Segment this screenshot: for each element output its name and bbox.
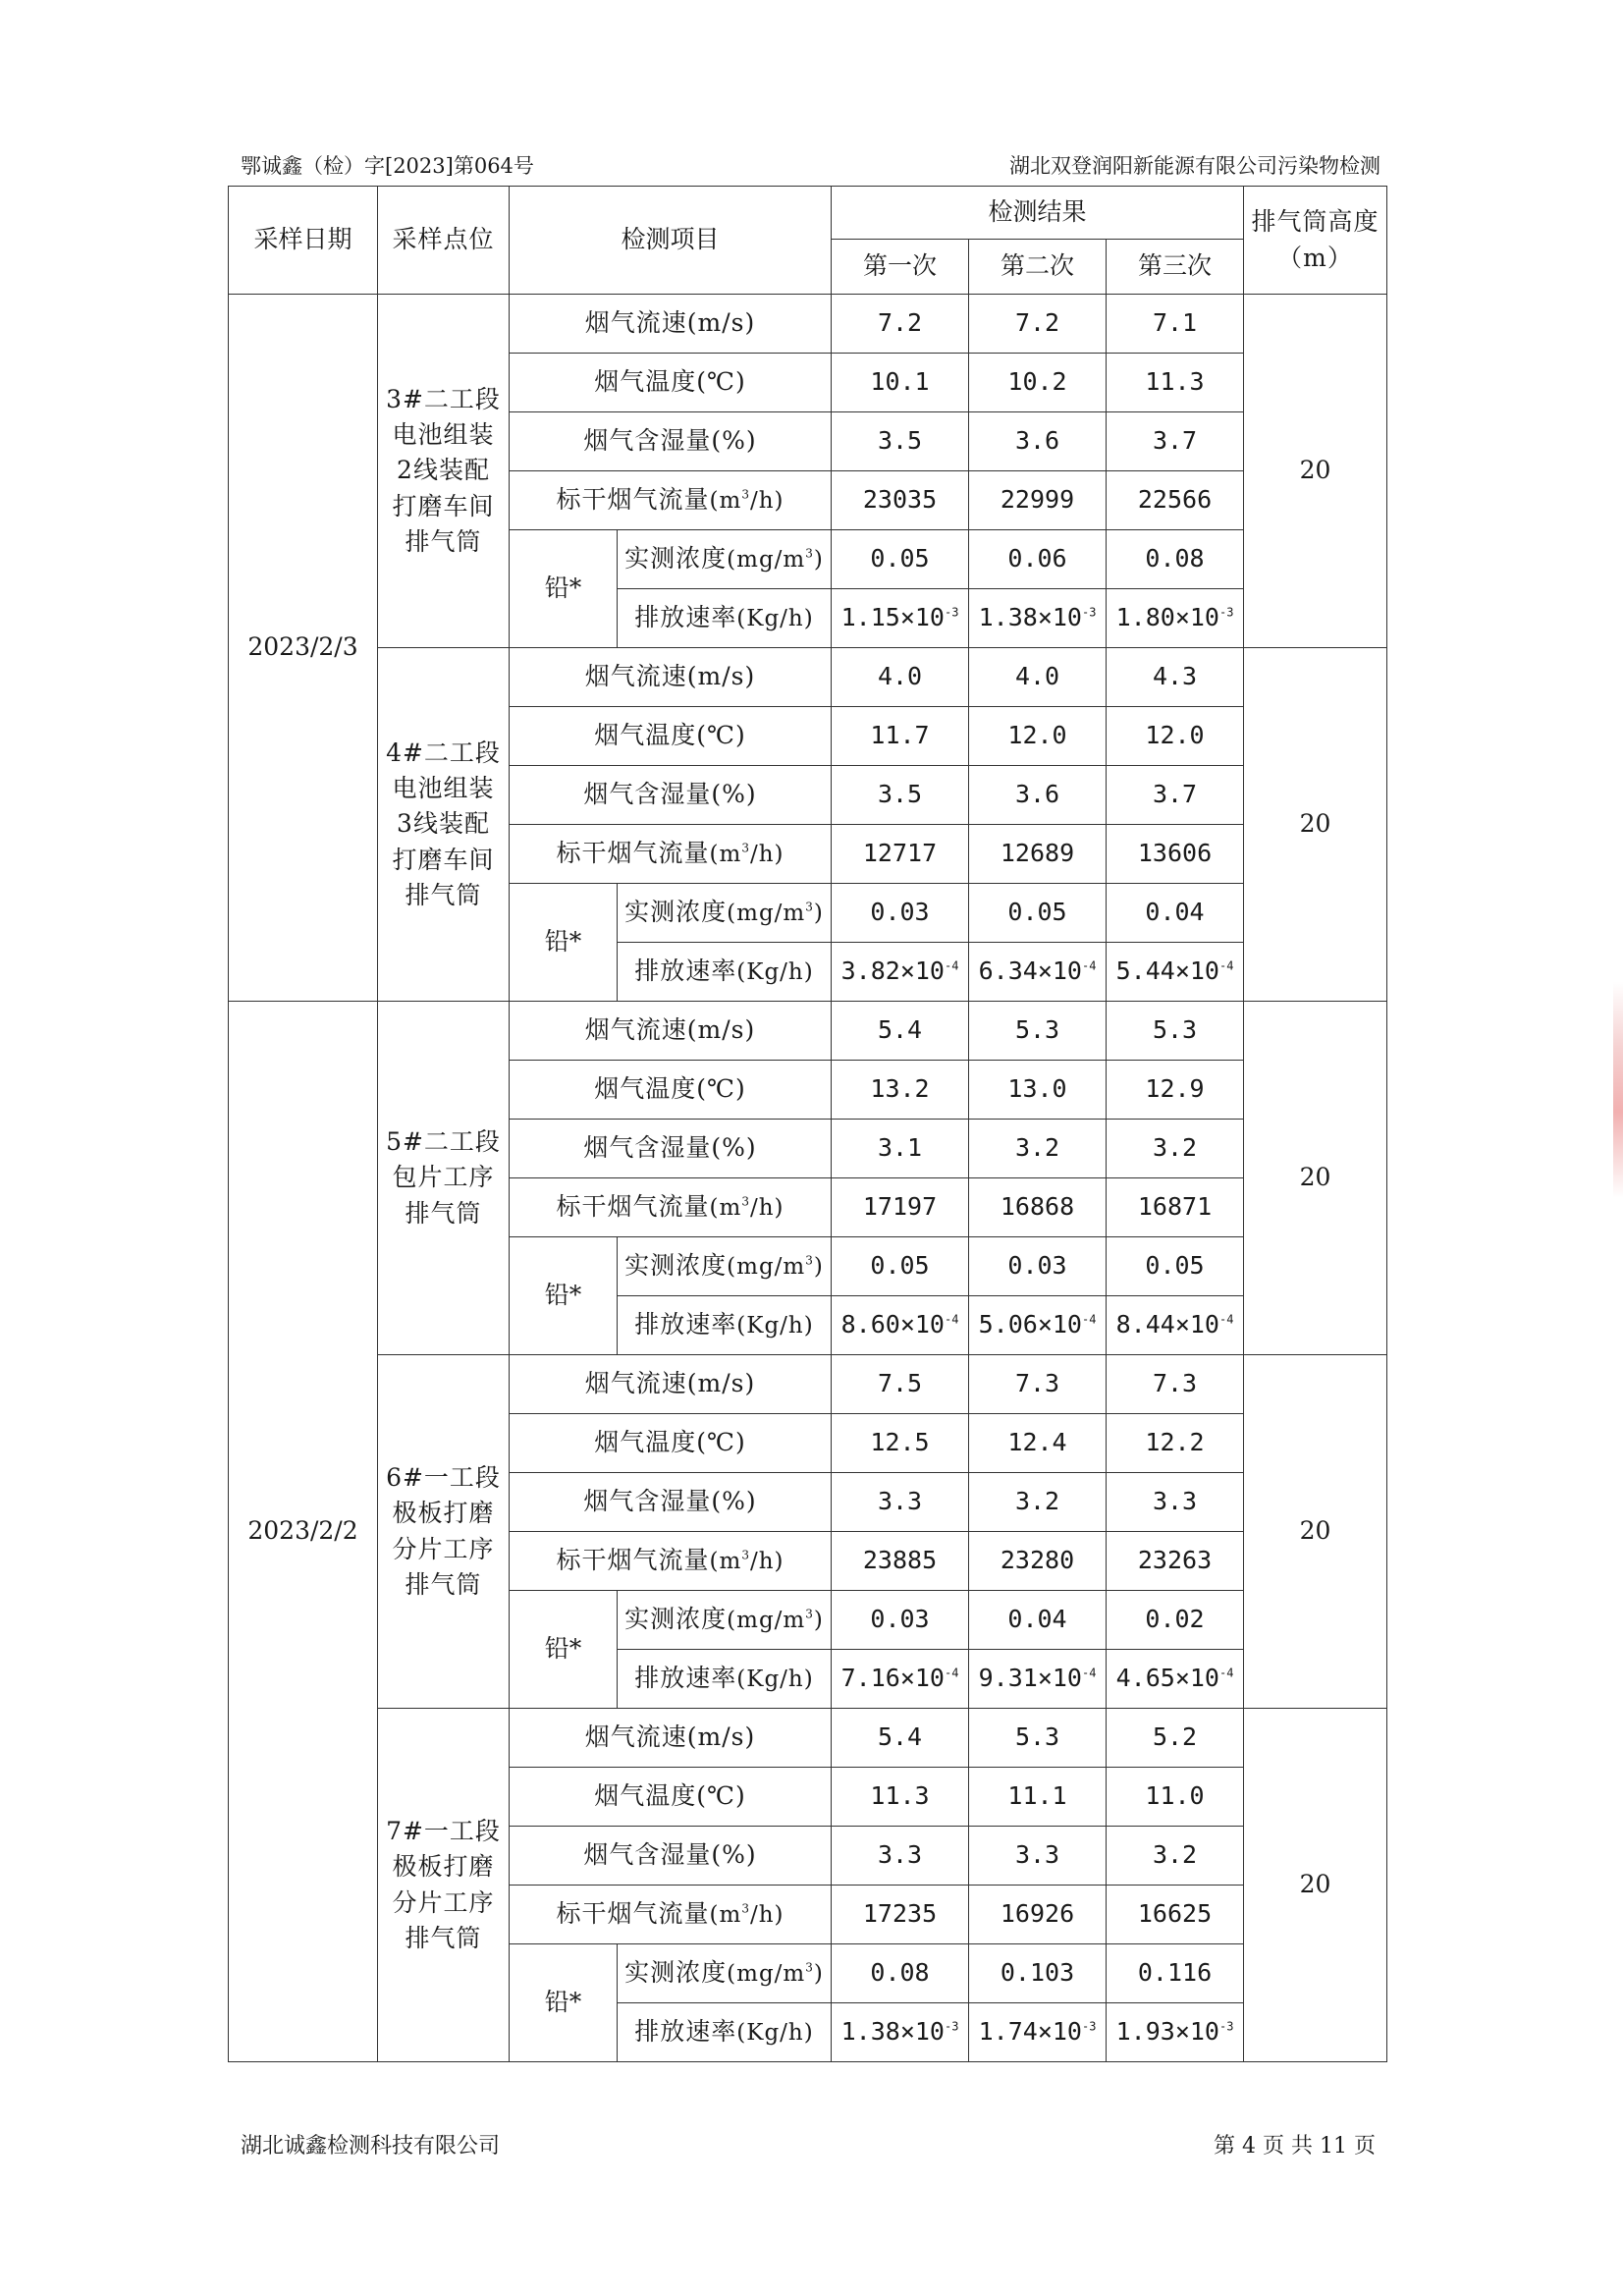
lead-emission-rate-unit: (Kg/h) bbox=[736, 2020, 814, 2047]
lead-emission-rate-value bbox=[1107, 1296, 1244, 1355]
sampling-point-line: 排气筒 bbox=[405, 526, 482, 556]
rate-exponent: -3 bbox=[1081, 606, 1097, 621]
moisture-content-value: 3.3 bbox=[832, 1827, 969, 1886]
lead-concentration-label: 实测浓度 bbox=[624, 1251, 728, 1281]
std-flow-unit: (m bbox=[709, 488, 742, 515]
header-second: 第二次 bbox=[969, 240, 1107, 295]
std-flow-value: 23885 bbox=[832, 1532, 969, 1591]
std-flow-value: 16868 bbox=[969, 1178, 1107, 1237]
lead-concentration-value: 0.05 bbox=[1107, 1237, 1244, 1296]
sampling-point-line: 3#二工段 bbox=[386, 384, 501, 413]
lead-emission-rate-label: 排放速率 bbox=[634, 1664, 737, 1693]
std-flow bbox=[510, 825, 832, 884]
std-flow-value: 13606 bbox=[1107, 825, 1244, 884]
lead-concentration-unit: (mg/m bbox=[727, 901, 806, 927]
std-flow-value: 17197 bbox=[832, 1178, 969, 1237]
sampling-point-line: 打磨车间 bbox=[392, 845, 495, 874]
rate-exponent: -3 bbox=[944, 2020, 959, 2035]
flue-temperature-label: 烟气温度(℃) bbox=[510, 354, 832, 412]
lead-emission-rate-label: 排放速率 bbox=[634, 957, 737, 986]
std-flow-unit: (m bbox=[709, 1549, 742, 1575]
flue-temperature-value: 12.0 bbox=[1107, 707, 1244, 766]
lead-concentration-value: 0.116 bbox=[1107, 1944, 1244, 2003]
lead-concentration-value: 0.03 bbox=[969, 1237, 1107, 1296]
flow-speed-label: 烟气流速(m/s) bbox=[510, 1002, 832, 1061]
std-flow-unit-sup: 3 bbox=[741, 488, 750, 502]
flue-temperature-value: 10.2 bbox=[969, 354, 1107, 412]
sampling-point-line: 5#二工段 bbox=[386, 1127, 501, 1157]
sampling-point-line: 打磨车间 bbox=[392, 491, 495, 520]
lead-concentration-value: 0.05 bbox=[969, 884, 1107, 943]
lead-emission-rate-unit: (Kg/h) bbox=[736, 606, 814, 632]
std-flow-value: 23280 bbox=[969, 1532, 1107, 1591]
flue-temperature-value: 12.2 bbox=[1107, 1414, 1244, 1473]
moisture-content-label: 烟气含湿量(%) bbox=[510, 766, 832, 825]
lead-concentration-label: 实测浓度 bbox=[624, 1605, 728, 1634]
flue-temperature-value: 12.9 bbox=[1107, 1061, 1244, 1120]
moisture-content-value: 3.6 bbox=[969, 766, 1107, 825]
header-third: 第三次 bbox=[1107, 240, 1244, 295]
lead-label: 铅* bbox=[510, 884, 618, 1002]
header-first: 第一次 bbox=[832, 240, 969, 295]
moisture-content-value: 3.2 bbox=[1107, 1120, 1244, 1178]
stack-height: 20 bbox=[1244, 295, 1387, 648]
std-flow bbox=[510, 1532, 832, 1591]
moisture-content-label: 烟气含湿量(%) bbox=[510, 1120, 832, 1178]
moisture-content-value: 3.3 bbox=[969, 1827, 1107, 1886]
lead-concentration-value: 0.02 bbox=[1107, 1591, 1244, 1650]
std-flow-label: 标干烟气流量 bbox=[556, 1192, 710, 1222]
flow-speed-value: 4.3 bbox=[1107, 648, 1244, 707]
table-row bbox=[229, 1355, 1387, 1414]
lead-label: 铅* bbox=[510, 1591, 618, 1709]
lead-concentration-unit-end: ) bbox=[813, 1961, 824, 1988]
table-row bbox=[229, 1709, 1387, 1768]
lead-concentration bbox=[618, 884, 832, 943]
std-flow-value: 16926 bbox=[969, 1886, 1107, 1944]
flow-speed-value: 4.0 bbox=[832, 648, 969, 707]
sampling-date: 2023/2/2 bbox=[229, 1002, 378, 2062]
lead-concentration-unit-end: ) bbox=[813, 547, 824, 574]
std-flow-value: 12717 bbox=[832, 825, 969, 884]
rate-mantissa: 7.16×10 bbox=[840, 1664, 945, 1693]
sampling-point-line: 7#一工段 bbox=[386, 1817, 501, 1845]
sampling-date: 2023/2/3 bbox=[229, 295, 378, 1002]
sampling-point bbox=[378, 1709, 510, 2062]
rate-exponent: -4 bbox=[1081, 1667, 1097, 1681]
header-test-item: 检测项目 bbox=[510, 187, 832, 295]
lead-emission-rate-value bbox=[1107, 1650, 1244, 1709]
rate-exponent: -3 bbox=[1081, 2020, 1097, 2035]
sampling-point-line: 电池组装 bbox=[392, 420, 495, 450]
moisture-content-value: 3.7 bbox=[1107, 766, 1244, 825]
std-flow-unit-sup: 3 bbox=[741, 842, 750, 855]
lead-emission-rate-value bbox=[969, 589, 1107, 648]
flue-temperature-value: 11.7 bbox=[832, 707, 969, 766]
std-flow-unit-sup: 3 bbox=[741, 1195, 750, 1209]
lead-concentration-unit-end: ) bbox=[813, 901, 824, 927]
lead-concentration-value: 0.06 bbox=[969, 530, 1107, 589]
moisture-content-value: 3.2 bbox=[969, 1473, 1107, 1532]
rate-mantissa: 1.38×10 bbox=[978, 603, 1082, 632]
rate-exponent: -4 bbox=[1218, 959, 1234, 974]
moisture-content-label: 烟气含湿量(%) bbox=[510, 412, 832, 471]
header-sampling-date: 采样日期 bbox=[229, 187, 378, 295]
moisture-content-label: 烟气含湿量(%) bbox=[510, 1827, 832, 1886]
sampling-point-line: 分片工序 bbox=[392, 1534, 495, 1563]
flue-temperature-value: 12.4 bbox=[969, 1414, 1107, 1473]
flue-temperature-value: 11.1 bbox=[969, 1768, 1107, 1827]
moisture-content-value: 3.1 bbox=[832, 1120, 969, 1178]
lead-emission-rate-value bbox=[969, 1296, 1107, 1355]
flow-speed-value: 5.3 bbox=[969, 1002, 1107, 1061]
lead-emission-rate bbox=[618, 2003, 832, 2062]
moisture-content-value: 3.3 bbox=[1107, 1473, 1244, 1532]
rate-mantissa: 5.44×10 bbox=[1115, 957, 1219, 986]
std-flow-value: 12689 bbox=[969, 825, 1107, 884]
flow-speed-value: 5.3 bbox=[1107, 1002, 1244, 1061]
flow-speed-value: 7.1 bbox=[1107, 295, 1244, 354]
sampling-point-line: 2线装配 bbox=[397, 456, 490, 485]
lead-emission-rate bbox=[618, 943, 832, 1002]
std-flow bbox=[510, 471, 832, 530]
footer-page-number: 第 4 页 共 11 页 bbox=[1214, 2134, 1376, 2159]
std-flow bbox=[510, 1178, 832, 1237]
seal-stamp-edge bbox=[1613, 982, 1623, 1198]
flue-temperature-label: 烟气温度(℃) bbox=[510, 1414, 832, 1473]
lead-concentration-value: 0.03 bbox=[832, 1591, 969, 1650]
flue-temperature-value: 12.0 bbox=[969, 707, 1107, 766]
rate-mantissa: 1.15×10 bbox=[840, 603, 945, 632]
rate-mantissa: 1.38×10 bbox=[840, 2017, 945, 2047]
std-flow-unit-sup: 3 bbox=[741, 1549, 750, 1562]
lead-concentration-unit: (mg/m bbox=[727, 1608, 806, 1634]
flue-temperature-label: 烟气温度(℃) bbox=[510, 1768, 832, 1827]
footer-company: 湖北诚鑫检测科技有限公司 bbox=[241, 2134, 501, 2159]
moisture-content-value: 3.5 bbox=[832, 766, 969, 825]
stack-height: 20 bbox=[1244, 1002, 1387, 1355]
std-flow-label: 标干烟气流量 bbox=[556, 1546, 710, 1575]
rate-exponent: -4 bbox=[944, 959, 959, 974]
lead-concentration-unit: (mg/m bbox=[727, 1961, 806, 1988]
flow-speed-value: 4.0 bbox=[969, 648, 1107, 707]
rate-mantissa: 3.82×10 bbox=[840, 957, 945, 986]
lead-concentration-value: 0.08 bbox=[1107, 530, 1244, 589]
sampling-point-line: 6#一工段 bbox=[386, 1463, 501, 1492]
flow-speed-value: 5.3 bbox=[969, 1709, 1107, 1768]
flue-temperature-label: 烟气温度(℃) bbox=[510, 707, 832, 766]
lead-concentration bbox=[618, 1237, 832, 1296]
stack-height: 20 bbox=[1244, 648, 1387, 1002]
header-test-result: 检测结果 bbox=[832, 187, 1244, 240]
lead-concentration-unit-sup: 3 bbox=[805, 1608, 814, 1621]
moisture-content-value: 3.2 bbox=[969, 1120, 1107, 1178]
results-table bbox=[228, 186, 1387, 2062]
lead-concentration-value: 0.08 bbox=[832, 1944, 969, 2003]
flow-speed-value: 5.2 bbox=[1107, 1709, 1244, 1768]
sampling-point bbox=[378, 1002, 510, 1355]
std-flow-label: 标干烟气流量 bbox=[556, 485, 710, 515]
flow-speed-label: 烟气流速(m/s) bbox=[510, 648, 832, 707]
std-flow-unit-sup: 3 bbox=[741, 1902, 750, 1916]
rate-exponent: -4 bbox=[1081, 1313, 1097, 1328]
std-flow-label: 标干烟气流量 bbox=[556, 839, 710, 868]
lead-emission-rate-unit: (Kg/h) bbox=[736, 1667, 814, 1693]
lead-concentration-unit-sup: 3 bbox=[805, 547, 814, 561]
lead-emission-rate bbox=[618, 1650, 832, 1709]
flow-speed-value: 7.3 bbox=[969, 1355, 1107, 1414]
flue-temperature-value: 13.0 bbox=[969, 1061, 1107, 1120]
lead-concentration-label: 实测浓度 bbox=[624, 544, 728, 574]
sampling-point bbox=[378, 295, 510, 648]
std-flow-value: 22566 bbox=[1107, 471, 1244, 530]
lead-emission-rate-unit: (Kg/h) bbox=[736, 1313, 814, 1339]
flow-speed-value: 5.4 bbox=[832, 1709, 969, 1768]
lead-emission-rate-value bbox=[832, 2003, 969, 2062]
flue-temperature-value: 10.1 bbox=[832, 354, 969, 412]
lead-concentration-value: 0.03 bbox=[832, 884, 969, 943]
rate-mantissa: 1.93×10 bbox=[1115, 2017, 1219, 2047]
rate-exponent: -4 bbox=[1218, 1313, 1234, 1328]
sampling-point-line: 3线装配 bbox=[397, 809, 490, 839]
std-flow-unit: (m bbox=[709, 842, 742, 868]
std-flow-unit-end: /h) bbox=[749, 1902, 784, 1929]
rate-exponent: -3 bbox=[944, 606, 959, 621]
rate-mantissa: 8.60×10 bbox=[840, 1310, 945, 1339]
sampling-point-line: 排气筒 bbox=[405, 1569, 482, 1599]
flow-speed-label: 烟气流速(m/s) bbox=[510, 1355, 832, 1414]
lead-emission-rate-value bbox=[832, 589, 969, 648]
moisture-content-value: 3.2 bbox=[1107, 1827, 1244, 1886]
flue-temperature-label: 烟气温度(℃) bbox=[510, 1061, 832, 1120]
rate-mantissa: 4.65×10 bbox=[1115, 1664, 1219, 1693]
lead-emission-rate bbox=[618, 589, 832, 648]
flue-temperature-value: 12.5 bbox=[832, 1414, 969, 1473]
lead-concentration-label: 实测浓度 bbox=[624, 898, 728, 927]
lead-concentration-unit-sup: 3 bbox=[805, 1254, 814, 1268]
std-flow-unit: (m bbox=[709, 1195, 742, 1222]
lead-emission-rate-unit: (Kg/h) bbox=[736, 959, 814, 986]
sampling-point bbox=[378, 648, 510, 1002]
sampling-point-line: 电池组装 bbox=[392, 774, 495, 803]
lead-emission-rate-value bbox=[832, 1650, 969, 1709]
rate-mantissa: 1.74×10 bbox=[978, 2017, 1082, 2047]
table-body bbox=[229, 295, 1387, 2062]
lead-emission-rate-label: 排放速率 bbox=[634, 1310, 737, 1339]
lead-emission-rate-value bbox=[832, 1296, 969, 1355]
moisture-content-value: 3.6 bbox=[969, 412, 1107, 471]
lead-emission-rate bbox=[618, 1296, 832, 1355]
flow-speed-value: 7.2 bbox=[832, 295, 969, 354]
lead-concentration-unit-sup: 3 bbox=[805, 1961, 814, 1975]
sampling-point bbox=[378, 1355, 510, 1709]
flow-speed-value: 7.3 bbox=[1107, 1355, 1244, 1414]
lead-emission-rate-value bbox=[832, 943, 969, 1002]
flue-temperature-value: 11.3 bbox=[832, 1768, 969, 1827]
lead-concentration-value: 0.04 bbox=[969, 1591, 1107, 1650]
header-sampling-point: 采样点位 bbox=[378, 187, 510, 295]
lead-concentration-value: 0.05 bbox=[832, 1237, 969, 1296]
rate-mantissa: 8.44×10 bbox=[1115, 1310, 1219, 1339]
moisture-content-value: 3.7 bbox=[1107, 412, 1244, 471]
rate-exponent: -4 bbox=[1081, 959, 1097, 974]
lead-concentration bbox=[618, 530, 832, 589]
lead-emission-rate-value bbox=[1107, 943, 1244, 1002]
lead-emission-rate-value bbox=[1107, 2003, 1244, 2062]
lead-emission-rate-label: 排放速率 bbox=[634, 603, 737, 632]
lead-concentration-unit: (mg/m bbox=[727, 1254, 806, 1281]
sampling-point-line: 排气筒 bbox=[405, 1923, 482, 1952]
lead-concentration-unit: (mg/m bbox=[727, 547, 806, 574]
lead-concentration bbox=[618, 1944, 832, 2003]
sampling-point-line: 分片工序 bbox=[392, 1887, 495, 1917]
rate-exponent: -4 bbox=[944, 1667, 959, 1681]
std-flow-label: 标干烟气流量 bbox=[556, 1899, 710, 1929]
lead-emission-rate-value bbox=[969, 1650, 1107, 1709]
table-row bbox=[229, 1002, 1387, 1061]
flow-speed-label: 烟气流速(m/s) bbox=[510, 1709, 832, 1768]
lead-label: 铅* bbox=[510, 1237, 618, 1355]
lead-concentration-label: 实测浓度 bbox=[624, 1958, 728, 1988]
sampling-point-line: 4#二工段 bbox=[386, 738, 501, 767]
report-number: 鄂诚鑫（检）字[2023]第064号 bbox=[241, 154, 534, 178]
header-stack-height: 排气筒高度（m） bbox=[1244, 187, 1387, 295]
lead-emission-rate-value bbox=[969, 2003, 1107, 2062]
std-flow-unit-end: /h) bbox=[749, 1195, 784, 1222]
std-flow-unit: (m bbox=[709, 1902, 742, 1929]
table-row bbox=[229, 648, 1387, 707]
moisture-content-label: 烟气含湿量(%) bbox=[510, 1473, 832, 1532]
moisture-content-value: 3.3 bbox=[832, 1473, 969, 1532]
rate-mantissa: 6.34×10 bbox=[978, 957, 1082, 986]
rate-exponent: -3 bbox=[1218, 606, 1234, 621]
flue-temperature-value: 13.2 bbox=[832, 1061, 969, 1120]
stack-height: 20 bbox=[1244, 1709, 1387, 2062]
rate-exponent: -4 bbox=[1218, 1667, 1234, 1681]
flue-temperature-value: 11.0 bbox=[1107, 1768, 1244, 1827]
lead-label: 铅* bbox=[510, 1944, 618, 2062]
std-flow-unit-end: /h) bbox=[749, 1549, 784, 1575]
flow-speed-value: 7.2 bbox=[969, 295, 1107, 354]
flow-speed-value: 5.4 bbox=[832, 1002, 969, 1061]
rate-exponent: -3 bbox=[1218, 2020, 1234, 2035]
std-flow bbox=[510, 1886, 832, 1944]
lead-concentration-value: 0.103 bbox=[969, 1944, 1107, 2003]
lead-concentration bbox=[618, 1591, 832, 1650]
lead-concentration-value: 0.05 bbox=[832, 530, 969, 589]
moisture-content-value: 3.5 bbox=[832, 412, 969, 471]
std-flow-unit-end: /h) bbox=[749, 842, 784, 868]
std-flow-value: 22999 bbox=[969, 471, 1107, 530]
lead-concentration-unit-end: ) bbox=[813, 1254, 824, 1281]
lead-concentration-value: 0.04 bbox=[1107, 884, 1244, 943]
rate-mantissa: 1.80×10 bbox=[1115, 603, 1219, 632]
std-flow-unit-end: /h) bbox=[749, 488, 784, 515]
std-flow-value: 16871 bbox=[1107, 1178, 1244, 1237]
report-title: 湖北双登润阳新能源有限公司污染物检测 bbox=[1009, 154, 1380, 178]
sampling-point-line: 极板打磨 bbox=[392, 1499, 495, 1528]
sampling-point-line: 排气筒 bbox=[405, 880, 482, 909]
std-flow-value: 16625 bbox=[1107, 1886, 1244, 1944]
sampling-point-line: 包片工序 bbox=[392, 1163, 495, 1192]
lead-emission-rate-value bbox=[1107, 589, 1244, 648]
std-flow-value: 23263 bbox=[1107, 1532, 1244, 1591]
lead-label: 铅* bbox=[510, 530, 618, 648]
sampling-point-line: 极板打磨 bbox=[392, 1852, 495, 1882]
std-flow-value: 17235 bbox=[832, 1886, 969, 1944]
sampling-point-line: 排气筒 bbox=[405, 1198, 482, 1228]
lead-concentration-unit-end: ) bbox=[813, 1608, 824, 1634]
lead-emission-rate-value bbox=[969, 943, 1107, 1002]
std-flow-value: 23035 bbox=[832, 471, 969, 530]
flow-speed-label: 烟气流速(m/s) bbox=[510, 295, 832, 354]
rate-mantissa: 9.31×10 bbox=[978, 1664, 1082, 1693]
rate-exponent: -4 bbox=[944, 1313, 959, 1328]
rate-mantissa: 5.06×10 bbox=[978, 1310, 1082, 1339]
stack-height: 20 bbox=[1244, 1355, 1387, 1709]
lead-concentration-unit-sup: 3 bbox=[805, 901, 814, 914]
lead-emission-rate-label: 排放速率 bbox=[634, 2017, 737, 2047]
flue-temperature-value: 11.3 bbox=[1107, 354, 1244, 412]
flow-speed-value: 7.5 bbox=[832, 1355, 969, 1414]
table-row bbox=[229, 295, 1387, 354]
